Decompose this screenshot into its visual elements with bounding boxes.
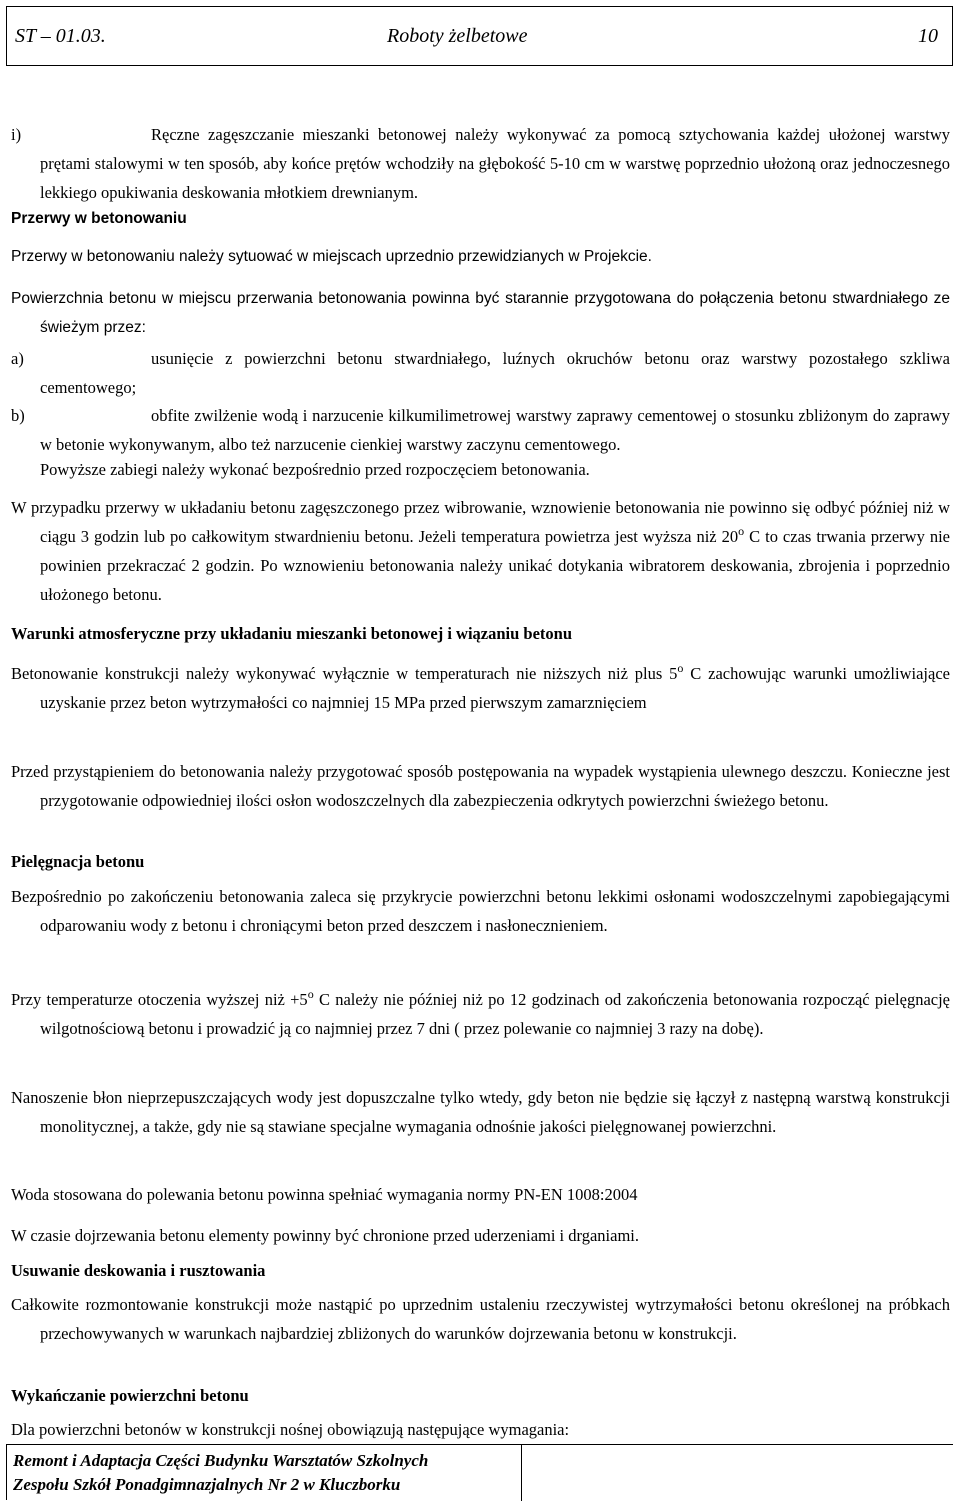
page-number: 10 (918, 24, 938, 47)
list-item-b (11, 401, 950, 459)
list-item-text: obfite zwilżenie wodą i narzucenie kilkumilimetrowej warstwy zaprawy cementowej o stosunku zbliżonym do zaprawy w betonie wykonywanym, albo też narzucenie cienkiej warstwy zaczynu cementowego. (40, 406, 950, 454)
paragraph: Dla powierzchni betonów w konstrukcji nośnej obowiązują następujące wymagania: (11, 1420, 570, 1439)
paragraph-weather-temp: Betonowanie konstrukcji należy wykonywać wyłącznie w temperaturach nie niższych niż plus 5$^o$ C zachowując warunki umożliwiające uzyskanie przez beton wytrzymałości co najmniej 15 MPa przed pierwszym zamarznięciem (11, 661, 950, 712)
section-heading-care: Pielęgnacja betonu (11, 852, 145, 871)
paragraph: Przed przystąpieniem do betonowania należy przygotować sposób postępowania na wypadek wystąpienia ulewnego deszczu. Konieczne jest przygotowanie odpowiedniej ilości osłon wodoszczelnych dla zabezpieczenia odkrytych powierzchni świeżego betonu. (11, 762, 950, 810)
footer-divider (521, 1445, 522, 1501)
list-marker: b) (11, 406, 25, 425)
paragraph: Przerwy w betonowaniu należy sytuować w miejscach uprzednio przewidzianych w Projekcie. (11, 248, 652, 265)
section-heading-weather: Warunki atmosferyczne przy układaniu mieszanki betonowej i wiązaniu betonu (11, 624, 573, 643)
list-item-text: usunięcie z powierzchni betonu stwardniałego, luźnych okruchów betonu oraz warstwy pozostałego szkliwa cementowego; (40, 349, 950, 397)
footer-text (13, 1449, 428, 1497)
footer-line: Zespołu Szkół Ponadgimnazjalnych Nr 2 w Kluczborku (13, 1475, 401, 1494)
paragraph: Całkowite rozmontowanie konstrukcji może nastąpić po uprzednim ustaleniu rzeczywistej wytrzymałości betonu określonej na próbkach przechowywanych w warunkach najbardziej zbliżonych do warunków dojrzewania betonu w konstrukcji. (11, 1295, 950, 1343)
page-header (6, 6, 953, 66)
paragraph: Woda stosowana do polewania betonu powinna spełniać wymagania normy PN-EN 1008:2004 (11, 1185, 638, 1204)
section-heading-formwork: Usuwanie deskowania i rusztowania (11, 1261, 266, 1280)
document-title: Roboty żelbetowe (387, 24, 528, 47)
paragraph: Powierzchnia betonu w miejscu przerwania betonowania powinna być starannie przygotowana do połączenia betonu stwardniałego ze świeżym przez: (11, 290, 950, 336)
footer-line: Remont i Adaptacja Części Budynku Warsztatów Szkolnych (13, 1451, 429, 1470)
paragraph: Bezpośrednio po zakończeniu betonowania zaleca się przykrycie powierzchni betonu lekkimi osłonami wodoszczelnymi zapobiegającymi odparowaniu wody z betonu i chroniącymi beton przed deszczem i nasłonecznieniem. (11, 887, 950, 935)
section-heading-finish: Wykańczanie powierzchni betonu (11, 1386, 249, 1405)
paragraph: W czasie dojrzewania betonu elementy powinny być chronione przed uderzeniami i drganiami. (11, 1226, 639, 1245)
list-item-text: Ręczne zagęszczanie mieszanki betonowej należy wykonywać za pomocą sztychowania każdej ułożonej warstwy prętami stalowymi w ten sposób, aby końce prętów wchodziły na głębokość 5-10 cm w warstwę poprzednio ułożoną oraz jednoczesnego lekkiego opukiwania deskowania młotkiem drewnianym. (40, 125, 950, 202)
list-marker: a) (11, 349, 24, 368)
paragraph: Nanoszenie błon nieprzepuszczających wody jest dopuszczalne tylko wtedy, gdy beton nie będzie się łączył z następną warstwą konstrukcji monolitycznej, a także, gdy nie są stawiane specjalne wymagania odnośnie jakości pielęgnowanej powierzchni. (11, 1088, 950, 1136)
list-item-a (11, 344, 950, 402)
paragraph-care-temp: Przy temperaturze otoczenia wyższej niż $+5^o$ C należy nie później niż po 12 godzinach od zakończenia betonowania rozpocząć pielęgnację wilgotnościową betonu i prowadzić ją co najmniej przez 7 dni ( przez polewanie co najmniej 3 razy na dobę). (11, 987, 951, 1038)
list-item-i (11, 120, 950, 207)
paragraph-break-timing: W przypadku przerwy w układaniu betonu zagęszczonego przez wibrowanie, wznowienie betonowania nie powinno się odbyć później niż w ciągu 3 godzin lub po całkowitym stwardnieniu betonu. Jeżeli temperatura powietrza jest wyższa niż 20$^o$ C to czas trwania przerwy nie powinien przekraczać 2 godzin. Po wznowieniu betonowania należy unikać dotykania wibratorem deskowania, zbrojenia i poprzednio ułożonego betonu. (11, 498, 950, 604)
document-code: ST – 01.03. (15, 24, 106, 47)
list-marker: i) (11, 125, 22, 144)
paragraph: Powyższe zabiegi należy wykonać bezpośrednio przed rozpoczęciem betonowania. (40, 460, 590, 479)
section-heading-breaks: Przerwy w betonowaniu (11, 210, 187, 227)
page-footer (6, 1444, 953, 1500)
